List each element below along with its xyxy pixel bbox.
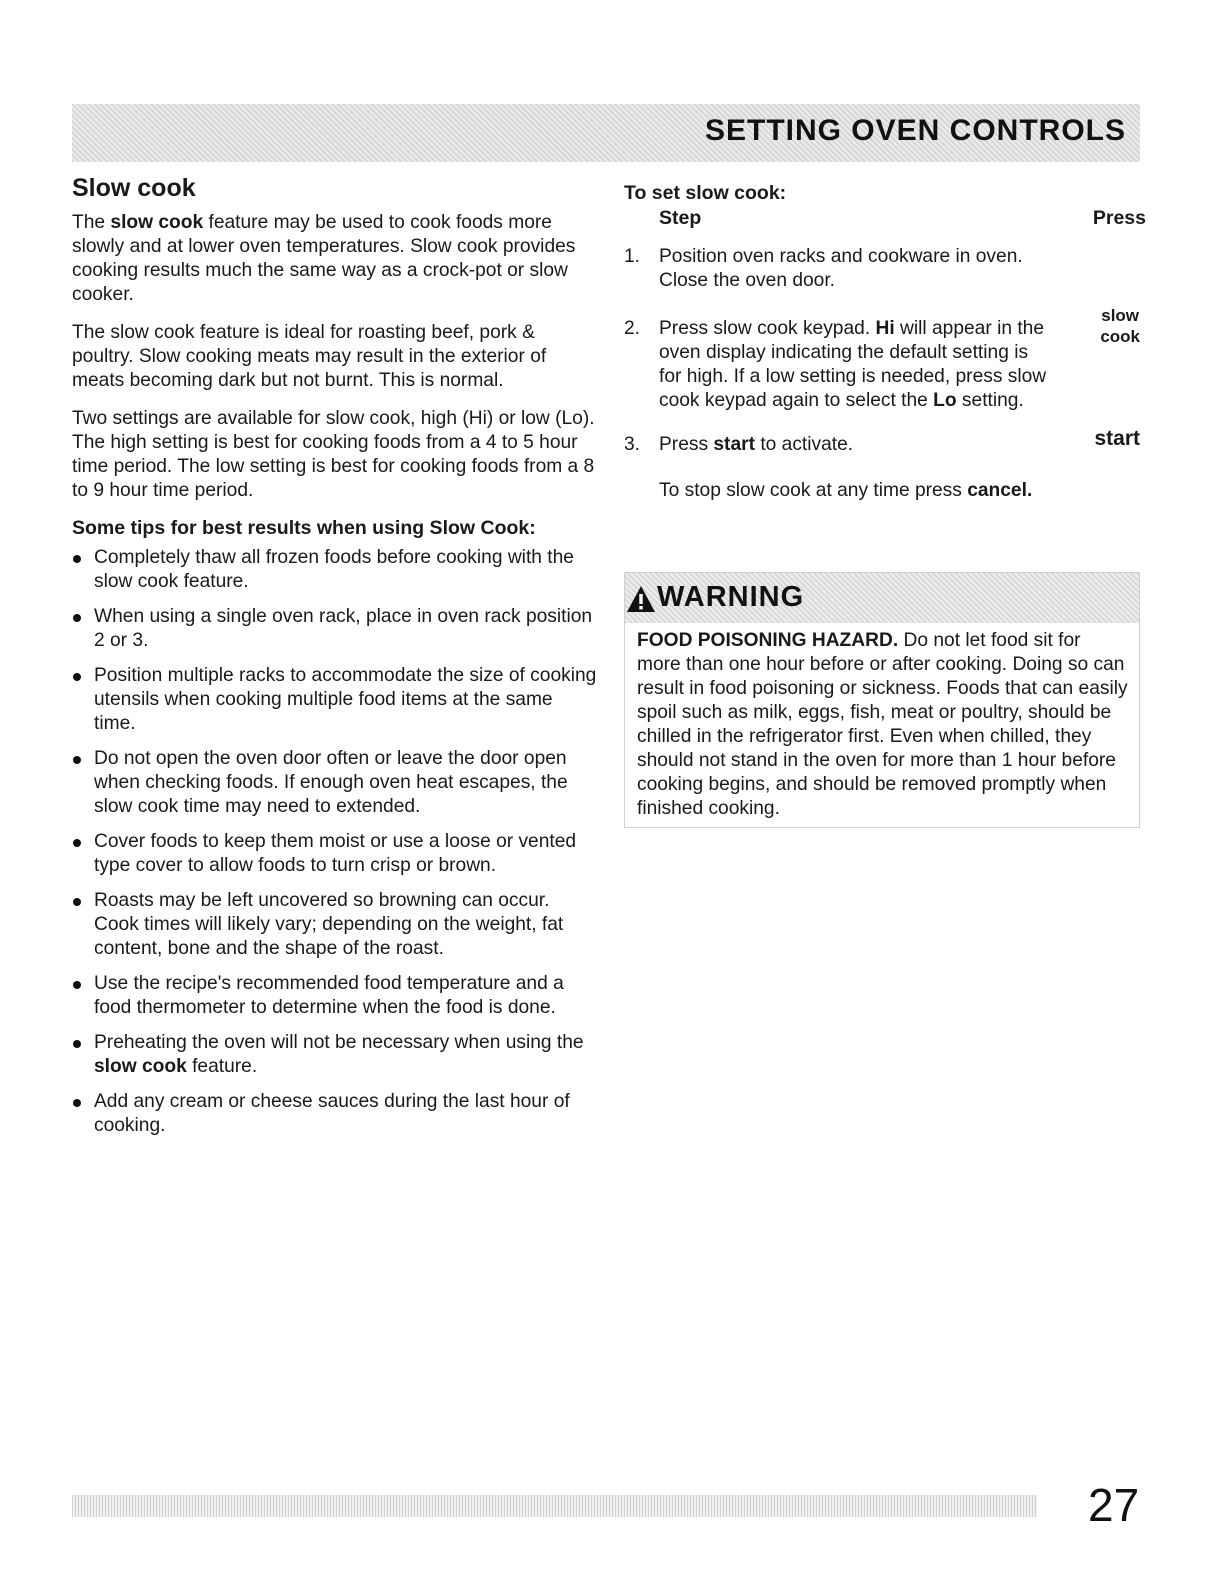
right-column bbox=[624, 182, 1144, 503]
bullet-icon bbox=[73, 614, 81, 622]
tip-text: feature. bbox=[186, 1056, 258, 1077]
settings-paragraph: Two settings are available for slow cook, high (Hi) or low (Lo). The high setting is best for cooking foods from a 4 to 5 hour time period. The low setting is best for cooking foods from a 8 to 9 hour time period. bbox=[72, 408, 595, 501]
bold-term: Hi bbox=[875, 318, 895, 339]
warning-title: WARNING bbox=[657, 581, 805, 613]
bold-term: Lo bbox=[933, 390, 957, 411]
step-1 bbox=[624, 245, 1039, 293]
section-title: Slow cook bbox=[72, 174, 196, 202]
step-text: Position oven racks and cookware in oven. Close the oven door. bbox=[659, 246, 1023, 291]
step-3 bbox=[624, 427, 1144, 457]
tip-text: Roasts may be left uncovered so browning can occur. Cook times will likely vary; depending on the weight, fat content, bone and the shape of the roast. bbox=[94, 890, 564, 959]
tip-text: Cover foods to keep them moist or use a loose or vented type cover to allow foods to turn crisp or brown. bbox=[94, 831, 577, 876]
bullet-icon bbox=[73, 1040, 81, 1048]
tip-text: Position multiple racks to accommodate the size of cooking utensils when cooking multiple food items at the same time. bbox=[94, 665, 597, 734]
tip-text: Do not open the oven door often or leave the door open when checking foods. If enough oven heat escapes, the slow cook time may need to extended. bbox=[94, 748, 568, 817]
list-item bbox=[72, 972, 597, 1020]
bullet-icon bbox=[73, 1099, 81, 1107]
warning-header bbox=[625, 573, 1139, 623]
bullet-icon bbox=[73, 555, 81, 563]
list-item bbox=[72, 747, 597, 819]
text: feature may be used to cook foods more slowly and at lower oven temperatures. Slow cook provides cooking results much the same way as a crock-pot or slow cooker. bbox=[72, 212, 576, 305]
tips-heading: Some tips for best results when using Slow Cook: bbox=[72, 517, 536, 539]
steps-column-headers bbox=[624, 205, 1144, 235]
slow-cook-key bbox=[1100, 305, 1140, 347]
text: will appear in the oven display indicating the default setting is for high. If a low setting is needed, press slow cook keypad again to select the bbox=[659, 318, 1047, 411]
list-item bbox=[72, 889, 597, 961]
text: to activate. bbox=[754, 434, 854, 455]
tip-text: When using a single oven rack, place in oven rack position 2 or 3. bbox=[94, 606, 593, 651]
tip-text: Completely thaw all frozen foods before cooking with the slow cook feature. bbox=[94, 547, 574, 592]
tip-text: Preheating the oven will not be necessary when using the bbox=[94, 1032, 584, 1053]
text: Press bbox=[659, 434, 714, 455]
hazard-label: FOOD POISONING HAZARD. bbox=[637, 630, 899, 651]
bold-term: slow cook bbox=[110, 212, 204, 233]
step-2 bbox=[624, 306, 1144, 413]
tips-list bbox=[72, 546, 597, 1138]
list-item bbox=[72, 546, 597, 594]
banner-title: SETTING OVEN CONTROLS bbox=[704, 114, 1126, 147]
step-number: 1. bbox=[624, 246, 641, 267]
footer-strip bbox=[72, 1495, 1037, 1517]
bullet-icon bbox=[73, 981, 81, 989]
step-column-header: Step bbox=[659, 207, 702, 229]
bold-term: cancel. bbox=[967, 480, 1033, 501]
text: The bbox=[72, 212, 111, 233]
left-column bbox=[72, 174, 597, 1149]
warning-triangle-icon bbox=[626, 585, 656, 618]
list-item bbox=[72, 1090, 597, 1138]
start-key: start bbox=[1094, 427, 1140, 450]
warning-text bbox=[625, 623, 1139, 821]
warning-box bbox=[624, 572, 1140, 828]
list-item bbox=[72, 830, 597, 878]
section-banner bbox=[72, 104, 1140, 162]
text: setting. bbox=[956, 390, 1024, 411]
press-column-header: Press bbox=[1092, 207, 1146, 229]
bullet-icon bbox=[73, 673, 81, 681]
list-item bbox=[72, 664, 597, 736]
list-item bbox=[72, 1031, 597, 1079]
bold-term: start bbox=[713, 434, 755, 455]
text: Press slow cook keypad. bbox=[659, 318, 876, 339]
list-item bbox=[72, 605, 597, 653]
key-label: slow bbox=[1101, 306, 1140, 325]
bullet-icon bbox=[73, 756, 81, 764]
tip-text: Use the recipe's recommended food temperature and a food thermometer to determine when the food is done. bbox=[94, 973, 564, 1018]
text: Do not let food sit for more than one hour before or after cooking. Doing so can result in food poisoning or sickness. Foods that can easily spoil such as milk, eggs, fish, meat or poultry, should be chilled in the refrigerator first. Even when chilled, they should not stand in the oven for more than 1 hour before cooking begins, and should be removed promptly when finished cooking. bbox=[637, 630, 1128, 819]
key-label: cook bbox=[1100, 327, 1140, 346]
bold-term: slow cook bbox=[94, 1056, 187, 1077]
bullet-icon bbox=[73, 839, 81, 847]
text: To stop slow cook at any time press bbox=[659, 480, 968, 501]
step-number: 2. bbox=[624, 318, 641, 339]
ideal-paragraph: The slow cook feature is ideal for roasting beef, pork & poultry. Slow cooking meats may result in the exterior of meats becoming dark but not burnt. This is normal. bbox=[72, 322, 547, 391]
intro-paragraph bbox=[72, 211, 597, 307]
page-number: 27 bbox=[1088, 1479, 1140, 1531]
tip-text: Add any cream or cheese sauces during the last hour of cooking. bbox=[94, 1091, 570, 1136]
bullet-icon bbox=[73, 898, 81, 906]
stop-instruction bbox=[624, 479, 1144, 503]
step-number: 3. bbox=[624, 434, 641, 455]
step-text bbox=[659, 317, 1054, 413]
steps-heading: To set slow cook: bbox=[624, 182, 787, 204]
